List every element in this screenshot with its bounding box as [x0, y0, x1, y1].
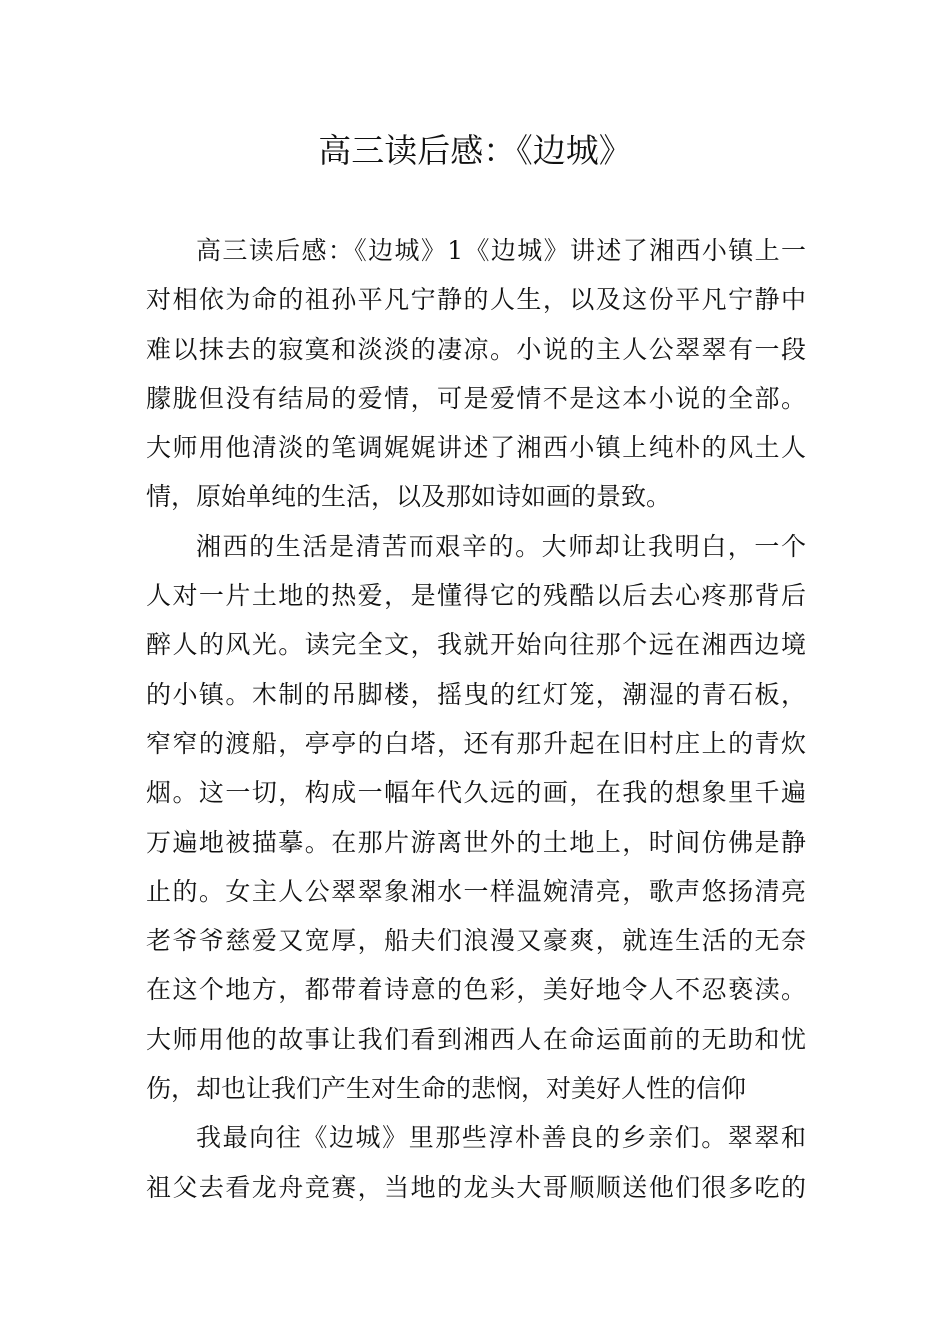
- paragraph-2-line-1: 湘西的生活是清苦而艰辛的。大师却让我明白，一个: [196, 531, 806, 561]
- paragraph-1: [146, 226, 806, 522]
- paragraph-2-line-5: 窄窄的渡船，亭亭的白塔，还有那升起在旧村庄上的青炊: [146, 728, 806, 758]
- paragraph-1-line-3: 难以抹去的寂寞和淡淡的凄凉。小说的主人公翠翠有一段: [146, 334, 806, 364]
- paragraph-1-line-6: 情，原始单纯的生活，以及那如诗如画的景致。: [146, 482, 672, 512]
- paragraph-3: [146, 1113, 806, 1212]
- paragraph-2-line-12: 伤，却也让我们产生对生命的悲悯，对美好人性的信仰: [146, 1074, 747, 1104]
- paragraph-2-line-4: 的小镇。木制的吊脚楼，摇曳的红灯笼，潮湿的青石板，: [146, 679, 806, 709]
- paragraph-2-line-8: 止的。女主人公翠翠象湘水一样温婉清亮，歌声悠扬清亮: [146, 876, 806, 906]
- paragraph-1-line-4: 朦胧但没有结局的爱情，可是爱情不是这本小说的全部。: [146, 383, 806, 413]
- paragraph-2-line-10: 在这个地方，都带着诗意的色彩，美好地令人不忍亵渎。: [146, 975, 806, 1005]
- paragraph-2: [146, 522, 806, 1114]
- paragraph-2-line-9: 老爷爷慈爱又宽厚，船夫们浪漫又豪爽，就连生活的无奈: [146, 926, 806, 956]
- paragraph-1-line-1: 高三读后感：《边城》1《边城》讲述了湘西小镇上一: [196, 236, 806, 265]
- paragraph-1-line-5: 大师用他清淡的笔调娓娓讲述了湘西小镇上纯朴的风土人: [146, 433, 806, 463]
- paragraph-3-line-2: 祖父去看龙舟竞赛，当地的龙头大哥顺顺送他们很多吃的: [146, 1172, 806, 1202]
- document-title: 高三读后感：《边城》: [318, 131, 632, 170]
- paragraph-2-line-6: 烟。这一切，构成一幅年代久远的画，在我的想象里千遍: [146, 778, 806, 808]
- paragraph-2-line-11: 大师用他的故事让我们看到湘西人在命运面前的无助和忧: [146, 1024, 806, 1054]
- document-body: [146, 226, 806, 1212]
- paragraph-3-line-1: 我最向往《边城》里那些淳朴善良的乡亲们。翠翠和: [196, 1123, 806, 1153]
- paragraph-1-line-2: 对相依为命的祖孙平凡宁静的人生，以及这份平凡宁静中: [146, 285, 806, 315]
- paragraph-2-line-2: 人对一片土地的热爱，是懂得它的残酷以后去心疼那背后: [146, 581, 806, 611]
- paragraph-2-line-3: 醉人的风光。读完全文，我就开始向往那个远在湘西边境: [146, 630, 806, 660]
- paragraph-2-line-7: 万遍地被描摹。在那片游离世外的土地上，时间仿佛是静: [146, 827, 806, 857]
